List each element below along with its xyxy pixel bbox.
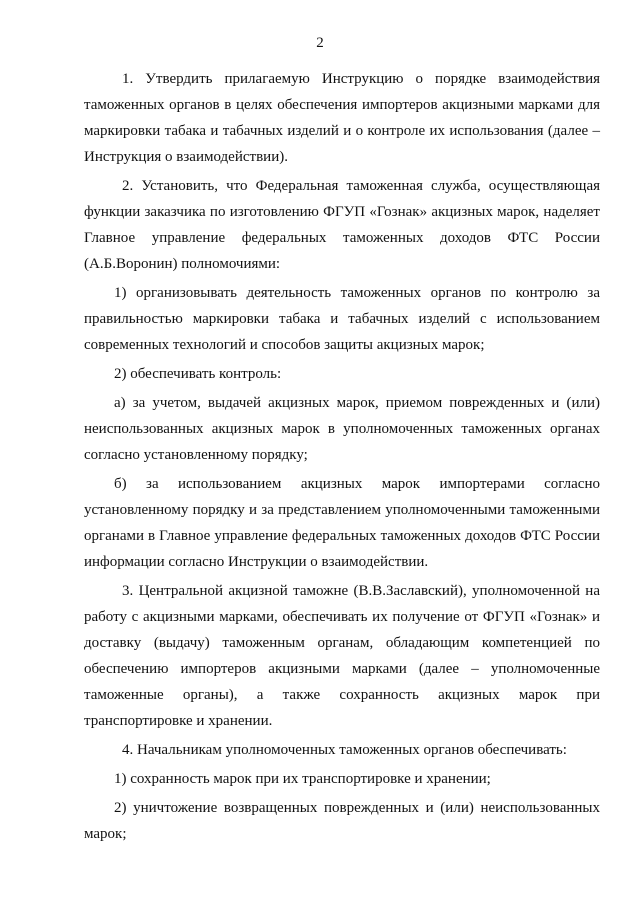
paragraph-2-item-2b: б) за использованием акцизных марок импортерами согласно установленному порядку и за представлением уполномоченными таможенными органами в Главное управление федеральных таможенных доходов ФТС России информации согласно Инструкции о взаимодействии. — [84, 476, 600, 570]
paragraph-4-item-2: 2) уничтожение возвращенных поврежденных и (или) неиспользованных марок; — [84, 800, 600, 842]
paragraph-4-item-1: 1) сохранность марок при их транспортировке и хранении; — [114, 771, 491, 787]
paragraph-1-approve-instruction: 1. Утвердить прилагаемую Инструкцию о порядке взаимодействия таможенных органов в целях обеспечения импортеров акцизными марками для маркировки табака и табачных изделий и о контроле их использования (далее – Инструкция о взаимодействии). — [84, 71, 600, 165]
paragraph-2-item-2: 2) обеспечивать контроль: — [114, 366, 282, 382]
paragraph-2-item-1: 1) организовывать деятельность таможенных органов по контролю за правильностью маркировки табака и табачных изделий с использованием современных технологий и способов защиты акцизных марок; — [84, 285, 600, 353]
paragraph-2-establish: 2. Установить, что Федеральная таможенная служба, осуществляющая функции заказчика по изготовлению ФГУП «Гознак» акцизных марок, наделяет Главное управление федеральных таможенных доходов ФТС России (А.Б.Воронин) полномочиями: — [84, 178, 600, 272]
paragraph-2-item-2a: а) за учетом, выдачей акцизных марок, приемом поврежденных и (или) неиспользованных акцизных марок в уполномоченных таможенных органах согласно установленному порядку; — [84, 395, 600, 463]
paragraph-3-central-customs: 3. Центральной акцизной таможне (В.В.Заславский), уполномоченной на работу с акцизными марками, обеспечивать их получение от ФГУП «Гознак» и доставку (выдачу) таможенным органам, обладающим компетенцией по обеспечению импортеров акцизными марками (далее – уполномоченные таможенные органы), а также сохранность акцизных марок при транспортировке и хранении. — [84, 583, 600, 729]
page-number: 2 — [316, 35, 324, 51]
document-body — [84, 66, 600, 850]
paragraph-4-heads: 4. Начальникам уполномоченных таможенных органов обеспечивать: — [122, 742, 567, 758]
